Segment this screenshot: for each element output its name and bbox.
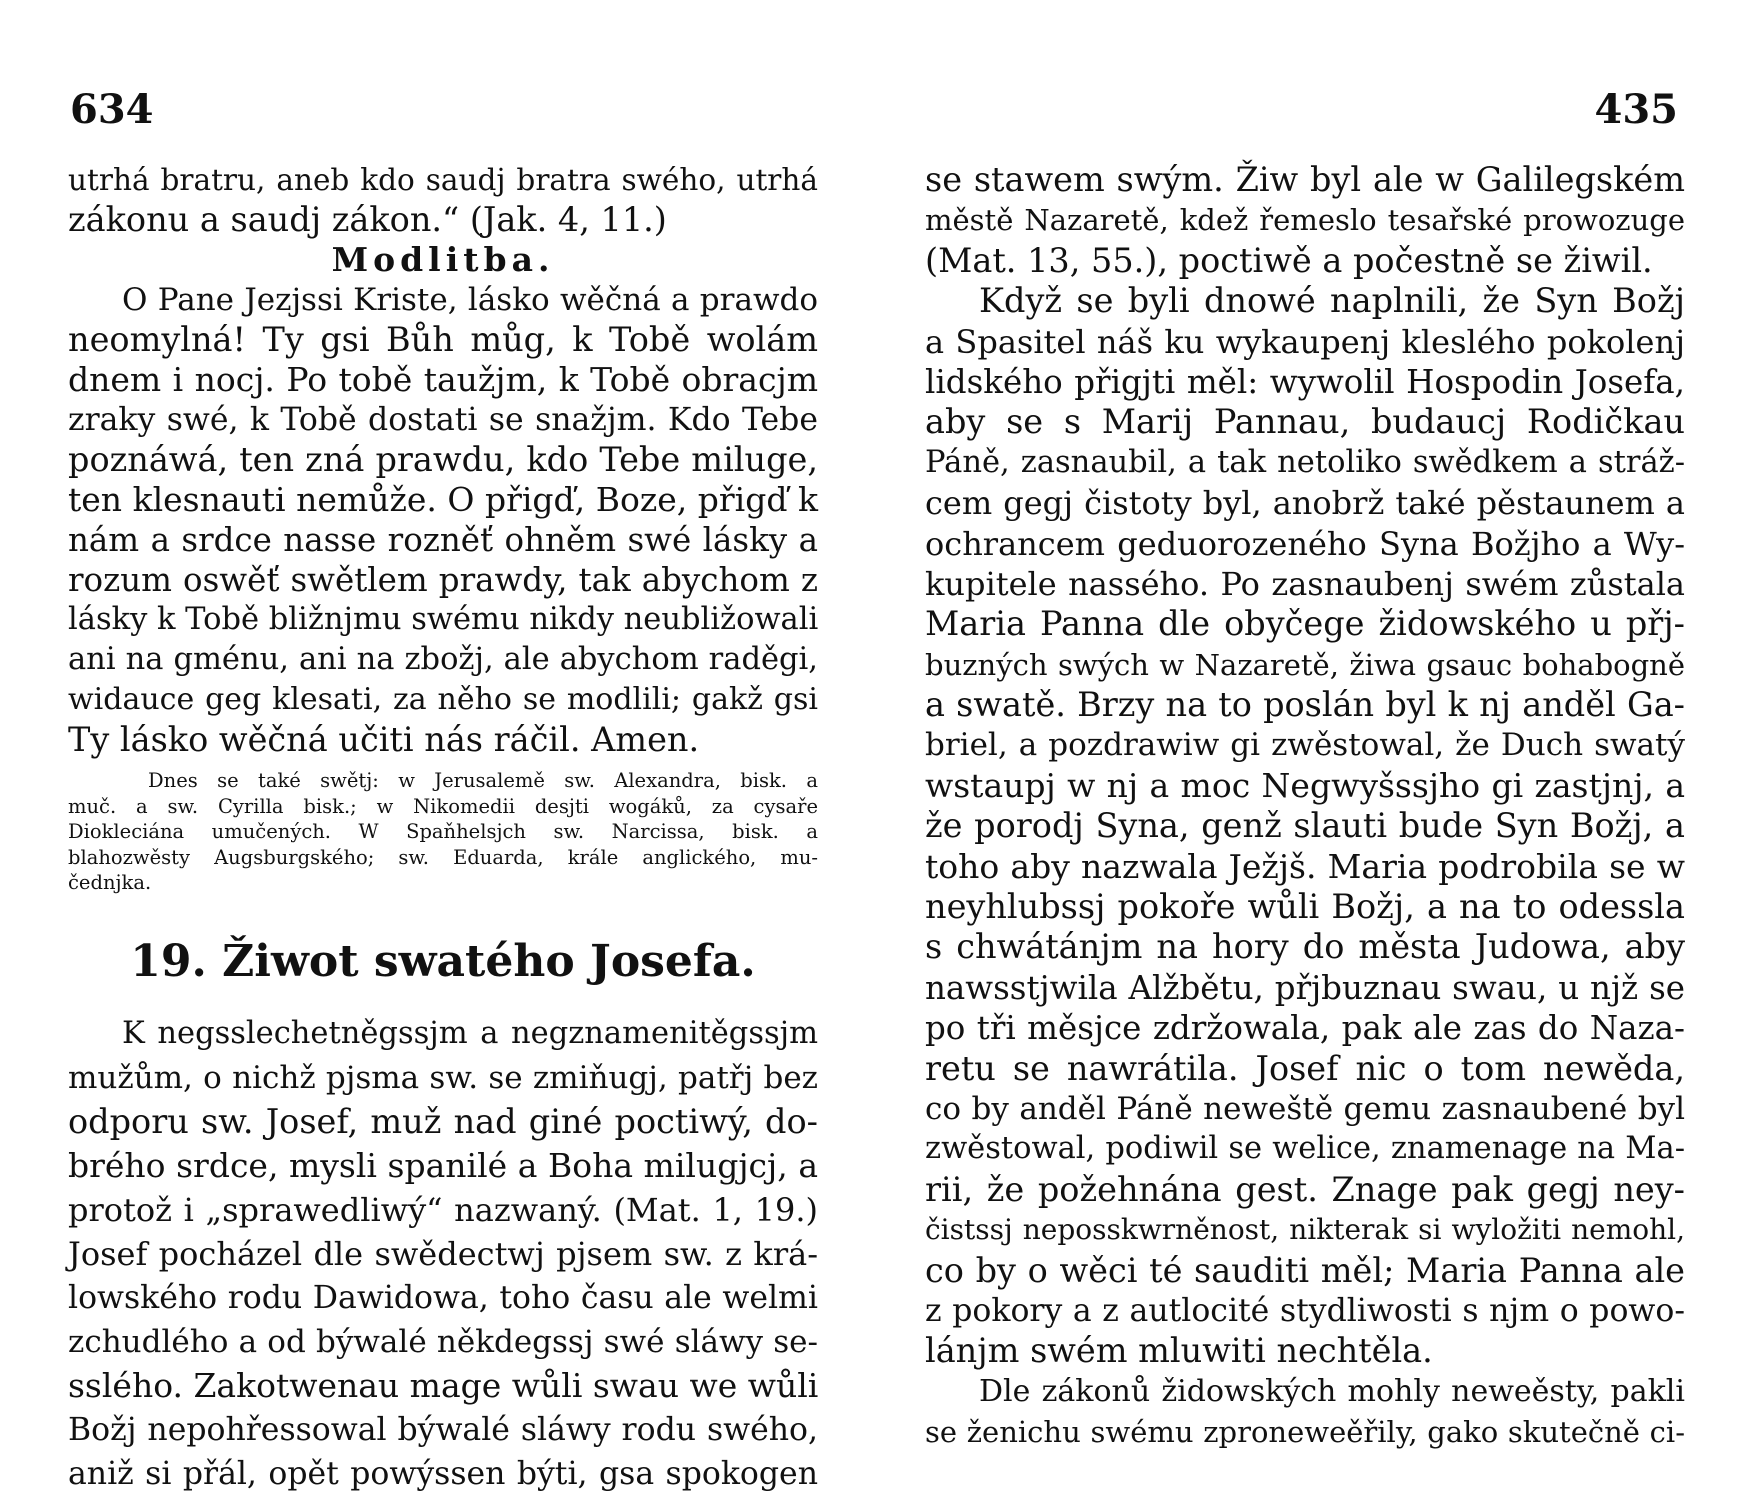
text-line: s chwátánjm na hory do města Judowa, aby xyxy=(925,927,1685,967)
left-text-column xyxy=(68,160,818,1496)
note-line: blahozwěsty Augsburgského; sw. Eduarda, krále anglického, mu- xyxy=(68,845,818,869)
text-line: Maria Panna dle obyčege židowského u přj- xyxy=(925,604,1685,644)
page-number-left: 634 xyxy=(70,86,154,133)
text-line: mužům, o nichž pjsma sw. se zmiňugj, patřj bez xyxy=(68,1059,818,1096)
text-line: lásky k Tobě bližnjmu swému nikdy neubližowali xyxy=(68,602,819,637)
text-line: co by o wěci té sauditi měl; Maria Panna ale xyxy=(925,1250,1685,1290)
text-line: (Mat. 13, 55.), poctiwě a počestně se žiwil. xyxy=(925,240,1653,280)
text-line: odporu sw. Josef, muž nad giné poctiwý, do- xyxy=(68,1101,818,1141)
text-line: rii, že požehnána gest. Znage pak gegj ney- xyxy=(925,1169,1685,1209)
text-line: z pokory a z autlocité stydliwosti s njm o powo- xyxy=(925,1292,1685,1329)
text-line: wstaupj w nj a moc Negwyšssjho gi zastjnj, a xyxy=(925,765,1685,805)
text-line: widauce geg klesati, za něho se modlili; gakž gsi xyxy=(68,682,818,717)
text-line: lánjm swém mluwiti nechtěla. xyxy=(925,1331,1433,1371)
text-line: O Pane Jezjssi Kriste, lásko wěčná a prawdo xyxy=(122,282,818,318)
text-line: ochrancem geduorozeného Syna Božjho a Wy- xyxy=(925,524,1685,563)
text-line: buzných swých w Nazaretě, žiwa gsauc bohabogně xyxy=(925,647,1685,682)
text-line: čistssj nepossk​wrněnost, nikterak si wyložiti nemohl, xyxy=(925,1213,1685,1247)
text-line: neyhlubssj pokoře wůli Božj, a na to odessla xyxy=(925,887,1685,927)
text-line: zraky swé, k Tobě dostati se snažjm. Kdo Tebe xyxy=(68,402,818,438)
text-line: co by anděl Páně neweště gemu zasnaubené byl xyxy=(925,1090,1685,1127)
text-line: ten klesnauti nemůže. O přigď, Boze, přigď k xyxy=(68,480,818,519)
note-line: Dnes se také swětj: w Jerusalemě sw. Alexandra, bisk. a xyxy=(148,769,818,792)
note-line: Diokleciána umučených. W Spaňhelsjch sw. Narcissa, bisk. a xyxy=(68,820,818,843)
text-line: městě Nazaretě, kdež řemeslo tesařské prowozuge xyxy=(925,203,1685,238)
text-line: briel, a pozdrawiw gi zwěstowal, že Duch swatý xyxy=(925,727,1685,764)
text-line: aniž si přál, opět powýssen býti, gsa spokogen xyxy=(68,1455,818,1492)
text-line: nawsstjwila Alžbětu, přjbuznau swau, u njž se xyxy=(925,968,1685,1007)
text-line: zwěstowal, podiwil se welice, znamenage na Ma- xyxy=(925,1131,1685,1167)
text-line: dnem i nocj. Po tobě taužjm, k Tobě obracjm xyxy=(68,360,818,399)
text-line: Páně, zasnaubil, a tak netoliko swědkem a stráž- xyxy=(925,444,1685,480)
text-line: utrhá bratru, aneb kdo saudj bratra swého, utrhá xyxy=(68,163,818,197)
text-line: a Spasitel náš ku wykaupenj klesléhо pokolenj xyxy=(925,322,1685,361)
text-line: po tři měsjce zdržowala, pak ale zas do Naza- xyxy=(925,1009,1685,1048)
text-line: ani na gménu, ani na zbožj, ale abychom raděgi, xyxy=(68,642,818,677)
text-line: Ty lásko wěčná učiti nás ráčil. Amen. xyxy=(68,720,700,759)
text-line: brého srdce, mysli spanilé a Boha milugjcj, a xyxy=(68,1145,818,1185)
text-line: se ženichu swému zproneweěřily, gako skutečně ci- xyxy=(925,1415,1685,1450)
text-line: Když se byli dnowé naplnili, že Syn Božj xyxy=(979,281,1685,321)
chapter-title: 19. Žiwot swatého Josefa. xyxy=(130,935,756,987)
text-line: a swatě. Brzy na to poslán byl k nj anděl Ga- xyxy=(925,685,1685,725)
right-text-column xyxy=(925,160,1685,1453)
text-line: Dle zákonů židowských mohly neweěsty, pakli xyxy=(979,1373,1685,1409)
prayer-heading: Modlitba. xyxy=(331,240,555,279)
text-line: poznáwá, ten zná prawdu, kdo Tebe miluge, xyxy=(68,440,818,479)
text-line: Josef pocházel dle swědectwj pjsem sw. z krá- xyxy=(68,1234,818,1273)
text-line: zchudlého a od býwalé někdegssj swé sláwy se- xyxy=(68,1323,818,1360)
text-line: zákonu a saudj zákon.“ (Jak. 4, 11.) xyxy=(68,200,667,239)
text-line: se stawem swým. Žiw byl ale w Galilegském xyxy=(925,160,1685,199)
text-line: cem gegj čistoty byl, anobrž také pěstaunem a xyxy=(925,484,1685,523)
text-line: K negsslechetněgssjm a negznamenitěgssjm xyxy=(122,1015,818,1051)
note-line: čednjka. xyxy=(68,871,152,894)
text-line: neomylná! Ty gsi Bůh můg, k Tobě wolám xyxy=(68,320,818,359)
text-line: rozum oswěť swětlem prawdy, tak abychom z xyxy=(68,561,818,599)
text-line: kupitele nassého. Po zasnaubenj swém zůstala xyxy=(925,564,1685,603)
text-line: toho aby nazwala Ježjš. Maria podrobila se w xyxy=(925,846,1685,886)
text-line: protož i „sprawedliwý“ nazwaný. (Mat. 1, 19.) xyxy=(68,1190,818,1229)
right-page xyxy=(869,0,1738,1500)
text-line: lidského přigjti měl: wywolil Hospodin Josefa, xyxy=(925,362,1685,401)
note-line: muč. a sw. Cyrilla bisk.; w Nikomedii desjti wogáků, za cysaře xyxy=(68,794,818,818)
chapter-body xyxy=(68,1012,818,1496)
text-line: nám a srdce nasse rozněť ohněm swé lásky a xyxy=(68,521,818,559)
text-line: sslého. Zakotwenau mage wůli swau we wůli xyxy=(68,1365,819,1405)
page-number-right: 435 xyxy=(1594,86,1678,133)
text-line: retu se nawrátila. Josef nic o tom newěda, xyxy=(925,1048,1685,1088)
text-line: aby se s Marij Pannau, budaucj Rodičkau xyxy=(925,402,1685,442)
text-line: lowského rodu Dawidowa, toho času ale welmi xyxy=(68,1279,818,1316)
text-line: Božj nepohřessowal býwalé sláwy rodu swého, xyxy=(68,1411,818,1448)
text-line: že porodj Syna, genž slauti bude Syn Božj, a xyxy=(925,806,1685,846)
